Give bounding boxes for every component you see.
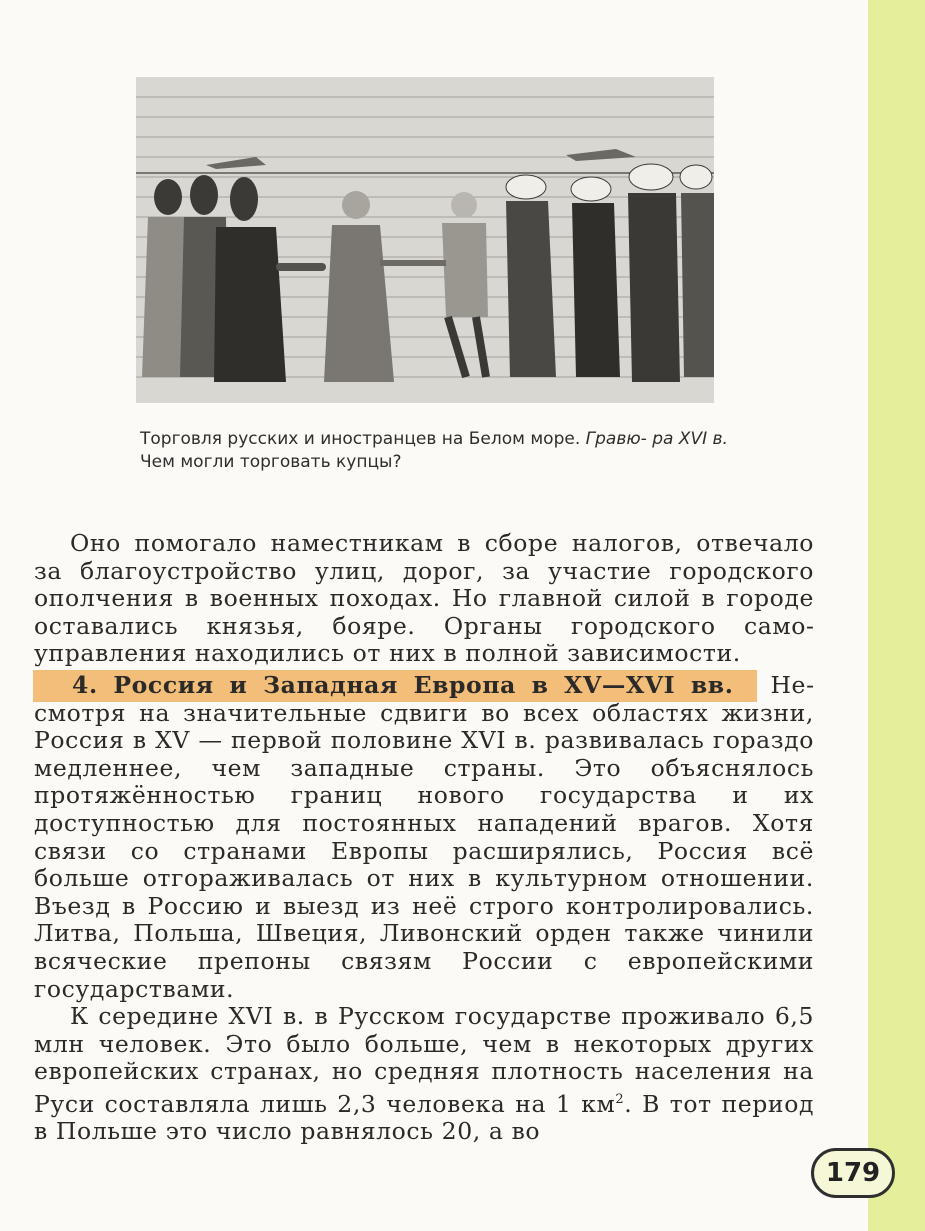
page-margin-strip xyxy=(868,0,925,1231)
engraving-trade-scene xyxy=(136,77,714,403)
figure-caption xyxy=(140,428,730,474)
paragraph-population xyxy=(34,1003,814,1146)
main-text xyxy=(34,530,814,1146)
km-superscript: 2 xyxy=(615,1091,625,1107)
engraving-illustration xyxy=(136,77,714,403)
caption-text: Торговля русских и иностранцев на Белом море. xyxy=(140,429,586,449)
caption-source: Гравю- ра XVI в. xyxy=(585,429,728,449)
paragraph-section-4 xyxy=(34,672,814,1003)
population-tail: . В тот период в Польше это число равнялось 20, а во xyxy=(34,1089,815,1146)
population-text: К середине XVI в. в Русском государстве проживало 6,5 млн человек. Это было больше, чем в некоторых других европейских странах, но средняя плотность населения на Руси составляла лишь 2,3 человека на 1 км xyxy=(34,1002,814,1118)
paragraph-governance: Оно помогало наместникам в сборе налогов, отвечало за благоустройство улиц, дорог, за участие городского ополчения в военных походах. Но главной силой в городе оставались князья, бояре. Органы городского самоуправления находились от них в полной зависимости. xyxy=(34,529,814,668)
section-body: Несмотря на значительные сдвиги во всех областях жизни, Россия в XV — первой половине XVI в. развивалась гораздо медленнее, чем западные страны. Это объяснялось протяжённостью границ нового государства и их доступностью для постоянных нападений врагов. Хотя связи со странами Европы расширялись, Россия всё больше отгораживалась от них в культурном отношении. Въезд в Россию и выезд из неё строго контролировались. Литва, Польша, Швеция, Ливонский орден также чинили всяческие препоны связям России с европейскими государствами. xyxy=(34,670,815,1003)
page-number-badge xyxy=(811,1148,895,1198)
section-heading: 4. Россия и Западная Европа в XV—XVI вв. xyxy=(34,671,756,701)
page-number: 179 xyxy=(825,1158,881,1188)
caption-question: Чем могли торговать купцы? xyxy=(140,452,402,472)
